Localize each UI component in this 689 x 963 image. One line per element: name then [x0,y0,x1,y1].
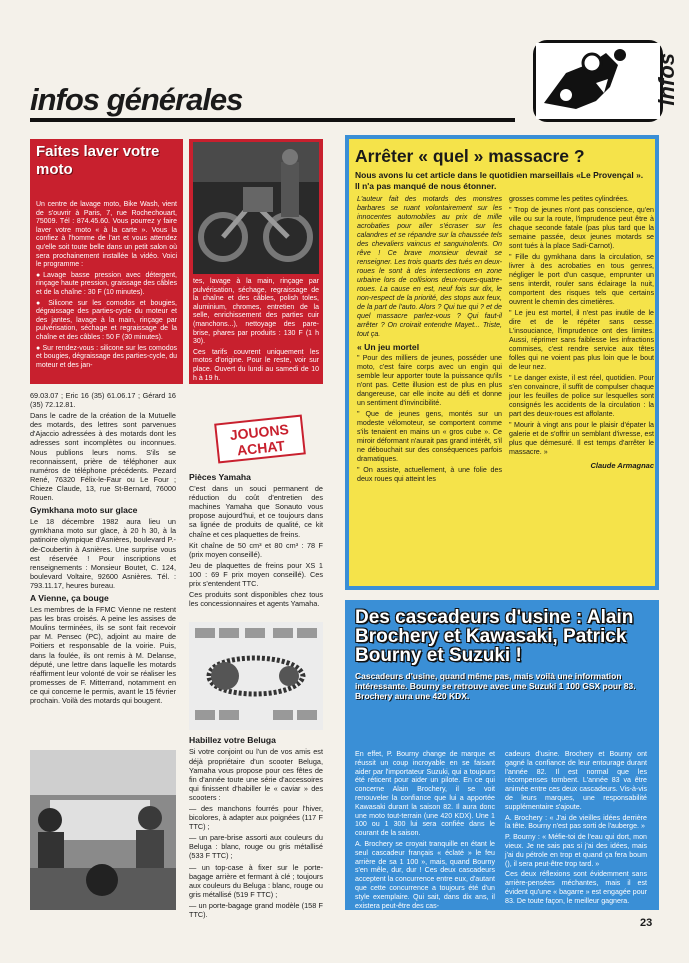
bike-wash-text: Un centre de lavage moto, Bike Wash, vient de s'ouvrir à Paris, 7, rue Rochechouart, 75009. Tél : 874.45.60. Vous pourrez y faire laver votre moto « à la carte ». Vous la confiez à l'homme de l'art et vous attendez qu'elle soit toute belle dans un petit salon où sera prochainement installée la vidéo. Voici le programme : [36,201,177,269]
article-text: — un porte-bagage grand modèle (158 F TTC). [189,900,323,919]
article-text: A. Brochery se croyait tranquille en étant le seul cascadeur français « éclaté » le feu arrière de sa 1 100 », mais, quand Bourny s'en mêle, dur, dur ! Ces deux cascadeurs acceptent la concurrence entre eux, d'autant que cette concurrence a toujours été d'un style exemplaire. Qui sait, dans dix ans, il existera peut-être des cas- [355,839,495,910]
news-column-left [30,391,176,707]
cascadeurs-article-box [345,600,659,910]
article-text: P. Bourny : « Méfie-toi de l'eau qui dort, mon vieux. Je ne sais pas si j'ai des idées, mais j'ai du pétrole en trop et quand ça fera boum (), il sera peut-être trop tard. » [505,833,647,868]
article-text: — un pare-brise assorti aux couleurs du Beluga : blanc, rouge ou gris métallisé (533 F TTC) ; [189,833,323,861]
article-text: " Fille du gymkhana dans la circulation, se livrer à des acrobaties en tous genres, négliger le port d'un casque, emprunter un sens interdit, rouler sans éclairage la nuit, comportent des risques tels que certains ouvrent le chemin des cimetières. [509,253,654,306]
article-heading: A Vienne, ça bouge [30,592,109,603]
cascadeurs-standfirst: Cascadeurs d'usine, quand même pas, mais voilà une information intéressante. Bourny se retrouve avec une Suzuki 1 100 GSX pour 83. Brochery aura une 420 KDX. [355,671,636,701]
bike-wash-text: Ces tarifs couvrent uniquement les motos d'origine. Pour le reste, voir sur place. Ouvert du lundi au samedi de 10 h à 19 h. [193,348,319,382]
article-text: A. Brochery : « J'ai de vieilles idées derrière la tête. Bourny n'est pas sorti de l'auberge. » [505,813,647,831]
bike-wash-photo-column [189,139,323,384]
ffmc-meeting-photo [30,750,176,910]
article-text: grosses comme les petites cylindrées. [509,195,629,203]
bike-wash-photo [193,142,319,274]
section-title: infos générales [30,82,243,117]
article-text: " Mourir à vingt ans pour le plaisir d'épater la galerie et de s'offrir un semblant d'ivresse, est plus que démesuré. Il est temps d'arrêter le massacre. » [509,421,654,456]
article-text: " Le danger existe, il est réel, quotidien. Pour s'en convaincre, il suffit de compulser chaque jour les feuilles de police sur lesquelles sont consignés les accidents de la circulation : la part des deux-roues est affolante. [509,374,654,418]
article-heading: Gymkhana moto sur glace [30,505,138,516]
bike-wash-text: tes, lavage à la main, rinçage par pulvérisation, séchage, regraissage de la chaîne et des câbles, polish toles, aluminium, chromes, entretien de la selle, enrichissement des parties cuir (manchons...), nettoyage des pare-brise, phares par produits : 130 F (1 h 30). [193,278,319,346]
bike-wash-bullet: ● Sur rendez-vous : silicone sur les comodos et bougies, dégraissage des parties-cycle, du moteur et des jan- [36,344,177,369]
article-heading: « Un jeu mortel [357,342,420,352]
logo-text: infos [654,53,679,106]
bike-wash-title: Faites laver votre moto [36,143,160,178]
massacre-article-box [345,135,659,590]
article-text: Dans le cadre de la création de la Mutuelle des motards, des lettres sont parvenues d'Ajaccio adressées à des motards dont les adresses sont incomplètes ou inconnues. Nous publions leurs noms. S'ils se reconnaissent, prière de téléphoner aux numéros de téléphone précédents. Pezard René, 76320 Félix-le-Faur ou Le Four ; Chieze Claude, 13, rue St-Bernard, 76000 Rouen. [30,411,176,503]
article-text: " Que de jeunes gens, montés sur un modeste vélomoteur, se comportent comme s'ils tenaient en mains un « gros cube ». Ce miroir déformant n'aurait pas grand intérêt, s'il ne débouchait sur des conséquences parfois dramatiques. [357,410,502,463]
article-text: Ces deux réflexions sont évidemment sans arrière-pensées méchantes, mais il est évident qu'une « bagarre » est engagée pour 83. De toute façon, le meilleur gagnera. [505,870,647,905]
header-rule [30,118,515,122]
article-text: Le 18 décembre 1982 aura lieu un gymkhana moto sur glace, à 20 h 30, à la patinoire olympique d'Asnières, boulevard P.-de-Coubertin à Asnières. Une surprise vous est réservée ! Pour inscriptions et renseignements : Monsieur Boutet, C. 124, boulevard Voltaire, 92600 Asnières. Tél. : 793.11.17, heures bureau. [30,517,176,590]
article-text: Si votre conjoint ou l'un de vos amis est déjà propriétaire d'un scooter Beluga, Yamaha vous propose pour ces fêtes de fin d'année toute une série d'accessoires qui finissent d'habiller le « caviar » des scooters : [189,747,323,802]
article-text: Les membres de la FFMC Vienne ne restent pas les bras croisés. A peine les assises de Moulins terminées, ils se sont fait recevoir par M. Pensec (PC), adjoint au maire de Poitiers et responsable de la voirie. Puis, dans la foulée, ils ont remis à M. Delanse, député, une lettre dans laquelle les motards réaffirment leur volonté de voir se réaliser les promesses de F. Mitterrand, notamment en ce qui concerne le permis, avant le 15 février prochain. Voilà des motards qui bougent. [30,605,176,705]
article-text: " On assiste, actuellement, à une folie des deux roues qui atteint les [357,466,502,483]
article-signature: Claude Armagnac [590,461,654,470]
article-text: — des manchons fourrés pour l'hiver, bicolores, à adapter aux poignées (117 F TTC) ; [189,803,323,832]
article-text: " Trop de jeunes n'ont pas conscience, qu'en ville ou sur la route, l'imprudence peut être à chaque seconde fatale (pas plus tard que la semaine passée, deux jeunes motards se sont tués à la place Sadi-Carnot). [509,206,654,250]
article-text: 69.03.07 ; Eric 16 (35) 61.06.17 ; Gérard 16 (35) 72.12.81. [30,391,176,410]
article-text: Jeu de plaquettes de freins pour XS 1 100 : 69 F prix moyen conseillé). Ces prix s'entendent TTC. [189,560,323,589]
massacre-title: Arrêter « quel » massacre ? [355,146,585,166]
massacre-column-1 [357,195,502,486]
article-text: Kit chaîne de 50 cm³ et 80 cm³ : 78 F (prix moyen conseillé). [189,540,323,559]
article-text: " Pour des milliers de jeunes, posséder une moto, c'est faire corps avec un engin qui semble leur apporter toute la puissance qu'ils n'ont pas. Cette illusion est de plus en plus dangereuse, car elle incite au défi et donne un sentiment d'invincibilité. [357,354,502,407]
article-text: En effet, P. Bourny change de marque et réussit un coup incroyable en se faisant aider par l'importateur Suzuki, qui a toujours été réticent pour aider un pilote. En ce qui concerne Alain Brochery, il se voit renouveler la confiance que lui a apportée Kawasaki durant la saison 82. Il aura donc une moto tout-terrain (une 420 KDX). Une 1 100 ou 1 300 lui sera confiée dans le courant de la saison. [355,750,495,838]
article-text: " Le jeu est mortel, il n'est pas inutile de le dire et de le répéter sans cesse. L'insouciance, l'imprudence ont des limites. Aussi, réprimer sans faiblesse les infractions commises, c'est rendre service aux têtes folles qui ne voient pas plus loin que le bout de leur nez. [509,309,654,371]
article-text: — un top-case à fixer sur le porte-bagage arrière et fermant à clé ; toujours aux couleurs du Beluga : blanc, rouge ou gris métallisé (519 F TTC) ; [189,862,323,899]
massacre-standfirst: Nous avons lu cet article dans le quotidien marseillais «Le Provençal ». Il n'a pas manqué de nous étonner. [355,170,644,191]
massacre-column-2 [509,195,654,470]
jouons-achat-stamp: JOUONS ACHAT [214,415,306,464]
page-number: 23 [640,917,653,929]
cascadeurs-column-2 [505,750,647,908]
article-text: cadeurs d'usine. Brochery et Bourny ont gagné la confiance de leur entourage durant l'année 82. Il est normal que les récompenses tombent. L'année 83 va être animée entre ces deux cascadeurs. Vis-à-vis de leurs marques, une responsabilité supplémentaire s'ajoute. [505,750,647,811]
article-text: L'auteur fait des motards des monstres barbares se ruant volontairement sur les innocentes automobiles au prix de mille acrobaties pour aller s'écraser sur les calandres et se répandre sur la chaussée tels des chevaliers vaincus et sanguinolents. On rêve ! Ce brave monsieur devrait se renseigner. Les trois quarts des tués en deux-roues le sont à des intersections en zone urbaine lors de collisions deux-roues-quatre-roues. La cause en est, neuf fois sur dix, le non-respect de la priorité, des stops aux feux, de la part de l'auto. Alors ? Qui tue qui ? et de quel massacre parlez-vous ? Qui faut-il arrêter ? On croirait entendre Mayet... Triste, tout ça. [357,195,502,338]
article-heading: Habillez votre Beluga [189,735,276,746]
cascadeurs-title: Des cascadeurs d'usine : Alain Brochery et Kawasaki, Patrick Bourny et Suzuki ! [355,607,634,666]
article-heading: Pièces Yamaha [189,472,251,482]
article-text: Ces produits sont disponibles chez tous les concessionnaires et agents Yamaha. [189,590,323,609]
bike-wash-bullet: ● Silicone sur les comodos et bougies, dégraissage des parties-cycle du moteur et des jantes, lavage à la main, rinçage par pulvérisation, séchage et regraissage de la chaîne et des câbles : 50 F (30 minutes). [36,299,177,341]
cascadeurs-column-1 [355,750,495,912]
article-text: C'est dans un souci permanent de réduction du coût d'entretien des machines Yamaha que Sonauto vous propose aujourd'hui, et ce toujours dans sa lignée de produits de qualité, ce kit chaîne et ces plaquettes de freins. [189,484,323,539]
chain-kit-photo [189,622,323,730]
bike-wash-box [30,139,183,384]
bike-wash-bullet: ●Lavage basse pression avec détergent, rinçage haute pression, graissage des câbles et de la chaîne : 30 F (10 minutes). [36,271,177,296]
infos-logo [533,40,679,122]
